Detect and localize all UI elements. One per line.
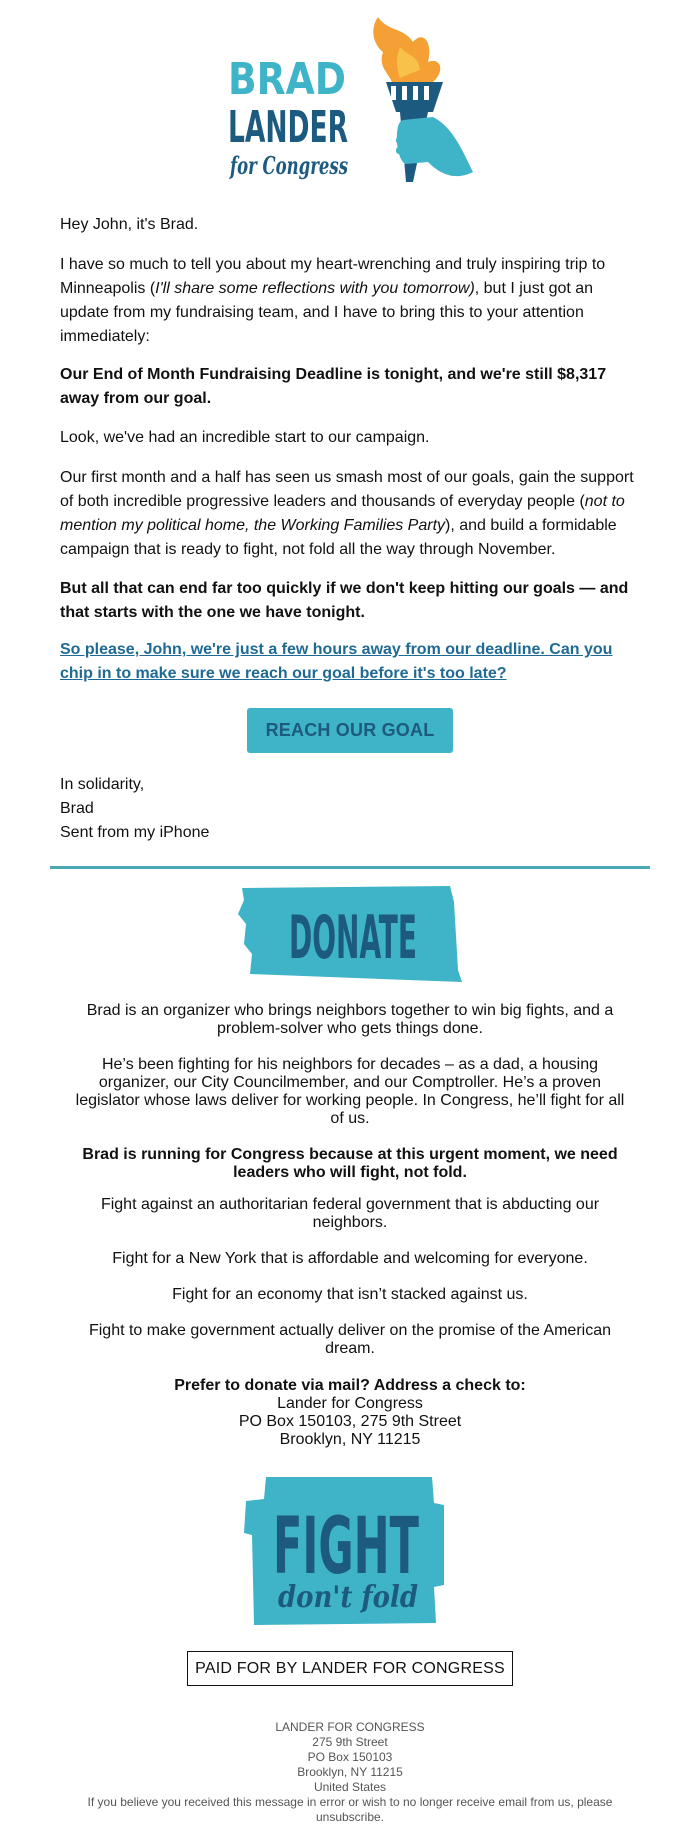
bio-paragraph-2: [70, 1056, 630, 1128]
reach-our-goal-label: REACH OUR GOAL: [265, 720, 435, 740]
signoff: In solidarity,: [60, 776, 145, 793]
chip-in-link[interactable]: So please, John, we're just a few hours away from our deadline. Can you chip in to make sure we reach our goal before it's too late?: [60, 641, 613, 682]
sent-from: Sent from my iPhone: [60, 824, 210, 841]
brad-lander-logo: [228, 12, 478, 197]
paragraph-goals: [60, 577, 645, 625]
fight-point-text: Fight against an authoritarian federal government that is abducting our neighbors.: [100, 1196, 600, 1231]
fight-point-text: Fight to make government actually deliver on the promise of the American dream.: [88, 1322, 612, 1357]
p1-italic: I'll share some reflections with you tomorrow): [155, 280, 475, 297]
footer-address-line: Brooklyn, NY 11215: [297, 1765, 403, 1779]
deadline-text: Our End of Month Fundraising Deadline is tonight, and we're still $8,317 away from our goal.: [60, 366, 607, 407]
svg-text:for Congress: for Congress: [228, 151, 349, 180]
mail-line: PO Box 150103, 275 9th Street: [238, 1413, 462, 1430]
paid-for-disclaimer: [187, 1651, 513, 1686]
greeting-text: Hey John, it's Brad.: [60, 216, 199, 233]
start-text: Look, we've had an incredible start to our campaign.: [60, 429, 430, 446]
bio-paragraph-3: [70, 1146, 630, 1182]
bio1-text: Brad is an organizer who brings neighbors together to win big fights, and a problem-solver who gets things done.: [86, 1002, 614, 1037]
reach-our-goal-button[interactable]: [247, 708, 453, 753]
bio3-text: Brad is running for Congress because at this urgent moment, we need leaders who will fight, not fold.: [82, 1146, 618, 1181]
bio-paragraph-1: [70, 1002, 630, 1038]
svg-text:BRAD: BRAD: [228, 54, 346, 105]
p4-italic: not to mention my political home, the Working Families Party: [60, 493, 625, 534]
p4-text-b: ), and build a formidable campaign that is ready to fight, not fold all the way through November.: [60, 517, 617, 558]
section-divider: [50, 866, 650, 869]
mail-heading: Prefer to donate via mail? Address a check to:: [174, 1377, 526, 1394]
svg-text:LANDER: LANDER: [228, 102, 348, 153]
mail-line: Lander for Congress: [277, 1395, 423, 1412]
signature: Brad: [60, 800, 94, 817]
paragraph-first-month: [60, 466, 645, 562]
mail-donation-block: [70, 1377, 630, 1449]
unsubscribe-link[interactable]: If you believe you received this message in error or wish to no longer receive email from us, please unsubscribe.: [87, 1795, 613, 1824]
fight-point-text: Fight for an economy that isn’t stacked against us.: [172, 1286, 528, 1303]
p1-text-a: I have so much to tell you about my heart-wrenching and truly inspiring trip to Minneapolis (: [60, 256, 606, 297]
p4-text-a: Our first month and a half has seen us smash most of our goals, gain the support of both incredible progressive leaders and thousands of everyday people (: [60, 469, 634, 510]
svg-text:FIGHT: FIGHT: [273, 1502, 420, 1592]
footer: [70, 1720, 630, 1825]
paid-for-text: PAID FOR BY LANDER FOR CONGRESS: [195, 1659, 505, 1677]
goals-text: But all that can end far too quickly if we don't keep hitting our goals — and that starts with the one we have tonight.: [60, 580, 629, 621]
signature-block: [60, 773, 645, 845]
torch-flame-icon: [373, 17, 440, 84]
svg-text:DONATE: DONATE: [289, 903, 417, 973]
footer-address-line: 275 9th Street: [312, 1735, 388, 1749]
svg-text:don't fold: don't fold: [278, 1580, 419, 1615]
bio2-text: He’s been fighting for his neighbors for decades – as a dad, a housing organizer, our City Councilmember, and our Comptroller. He’s a proven legislator whose laws deliver for working people. In Congress, he’ll fight for all of us.: [75, 1056, 625, 1127]
greeting: [60, 213, 645, 237]
footer-address-line: PO Box 150103: [307, 1750, 393, 1764]
mail-line: Brooklyn, NY 11215: [279, 1431, 421, 1448]
fight-point-2: [70, 1250, 630, 1268]
paragraph-trip: [60, 253, 645, 349]
paragraph-start: [60, 426, 645, 450]
fight-point-text: Fight for a New York that is affordable and welcoming for everyone.: [112, 1250, 588, 1267]
paragraph-ask: [60, 638, 645, 686]
p1-text-b: , but I just got an update from my fundraising team, and I have to bring this to your attention immediately:: [60, 280, 594, 345]
fight-point-1: [70, 1196, 630, 1232]
donate-banner[interactable]: [236, 884, 470, 982]
footer-country: United States: [313, 1780, 387, 1794]
fight-point-4: [70, 1322, 630, 1358]
paragraph-deadline: [60, 363, 645, 411]
fight-dont-fold-banner: [244, 1475, 454, 1625]
fight-point-3: [70, 1286, 630, 1304]
footer-org: LANDER FOR CONGRESS: [275, 1720, 425, 1734]
